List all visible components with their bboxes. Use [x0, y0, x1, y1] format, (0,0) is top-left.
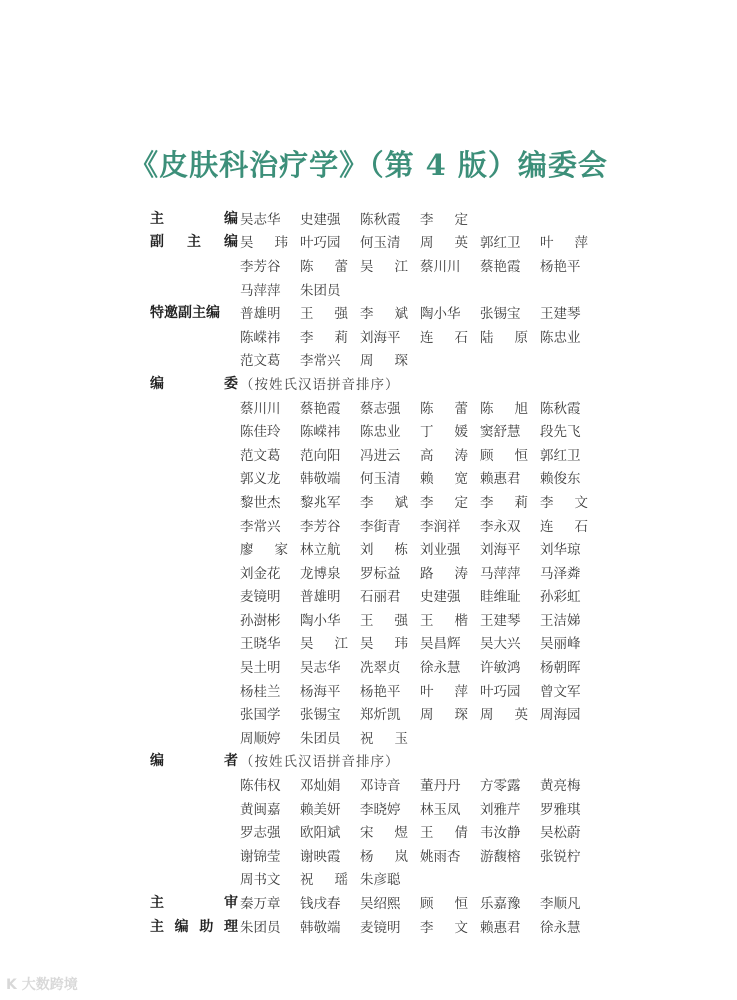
person-name: 冯进云 — [360, 447, 401, 464]
person-name: 王 强 — [360, 612, 408, 629]
name-row — [150, 466, 610, 490]
person-name: 朱团员 — [300, 282, 341, 299]
person-name: 连 石 — [540, 518, 588, 535]
person-name: 郑炘凯 — [360, 707, 401, 724]
person-name: 韩敬端 — [300, 919, 341, 936]
person-name: 罗标益 — [360, 565, 401, 582]
person-name: 叶巧园 — [300, 235, 341, 252]
person-name: 方零露 — [480, 778, 521, 795]
person-name: 张锡宝 — [300, 707, 341, 724]
person-name: 李芳谷 — [240, 258, 281, 275]
person-name: 陶小华 — [300, 612, 341, 629]
person-name: 蔡川川 — [420, 258, 461, 275]
person-name: 吴绍熙 — [360, 896, 401, 913]
person-name: 郭红卫 — [540, 447, 581, 464]
person-name: 陆 原 — [480, 329, 528, 346]
name-row — [150, 442, 610, 466]
person-name: 吴志华 — [300, 660, 341, 677]
person-name: 蔡川川 — [240, 400, 281, 417]
person-name: 史建强 — [420, 589, 461, 606]
name-row — [150, 890, 610, 914]
person-name: 杨海平 — [300, 683, 341, 700]
person-name: 马萍萍 — [240, 282, 281, 299]
person-name: 姚雨杏 — [420, 848, 461, 865]
name-row — [150, 560, 610, 584]
person-name: 王建琴 — [480, 612, 521, 629]
person-name: 张国学 — [240, 707, 281, 724]
person-name: 许敏鸿 — [480, 660, 521, 677]
person-name: 乐嘉豫 — [480, 896, 521, 913]
role-label: 主 编 — [150, 210, 238, 227]
person-name: 赖俊东 — [540, 471, 581, 488]
person-name: 游馥榕 — [480, 848, 521, 865]
person-name: 朱团员 — [240, 919, 281, 936]
person-name: 朱彦聪 — [360, 872, 401, 889]
person-name: 李顺凡 — [540, 896, 581, 913]
person-name: 黎世杰 — [240, 494, 281, 511]
person-name: 黄闽嘉 — [240, 801, 281, 818]
person-name: 吴 江 — [360, 258, 408, 275]
person-name: 石丽君 — [360, 589, 401, 606]
person-name: 谢映霞 — [300, 848, 341, 865]
person-name: 赖惠君 — [480, 919, 521, 936]
person-name: 陈忠业 — [360, 424, 401, 441]
name-row — [150, 654, 610, 678]
person-name: 钱戌春 — [300, 896, 341, 913]
person-name: 眭维耻 — [480, 589, 521, 606]
watermark: K 大数跨境 — [6, 977, 78, 993]
name-row — [150, 678, 610, 702]
person-name: 赖美妍 — [300, 801, 341, 818]
name-row — [150, 324, 610, 348]
person-name: 王 倩 — [420, 825, 468, 842]
person-name: 吴大兴 — [480, 636, 521, 653]
person-name: 欧阳斌 — [300, 825, 341, 842]
role-label: 主 编 助 理 — [150, 918, 238, 935]
person-name: 叶 萍 — [420, 683, 468, 700]
person-name: 祝 瑶 — [300, 872, 348, 889]
person-name: 周 英 — [420, 235, 468, 252]
person-name: 赖惠君 — [480, 471, 521, 488]
person-name: 周顺婷 — [240, 730, 281, 747]
person-name: 宋 煜 — [360, 825, 408, 842]
name-row — [150, 230, 610, 254]
person-name: 陈嵘祎 — [300, 424, 341, 441]
person-name: 吴 玮 — [240, 235, 288, 252]
person-name: 刘海平 — [480, 542, 521, 559]
person-name: 史建强 — [300, 211, 341, 228]
editorial-board-list — [150, 206, 610, 937]
person-name: 何玉清 — [360, 235, 401, 252]
person-name: 王晓华 — [240, 636, 281, 653]
person-name: 何玉清 — [360, 471, 401, 488]
person-name: 叶 萍 — [540, 235, 588, 252]
person-name: 陶小华 — [420, 306, 461, 323]
person-name: 王 楷 — [420, 612, 468, 629]
person-name: 陈 蕾 — [300, 258, 348, 275]
role-label: 特邀副主编 — [150, 305, 220, 322]
person-name: 蔡志强 — [360, 400, 401, 417]
name-row — [150, 607, 610, 631]
person-name: 孙澍彬 — [240, 612, 281, 629]
person-name: 李 斌 — [360, 494, 408, 511]
person-name: 高 涛 — [420, 447, 468, 464]
person-name: 李 定 — [420, 211, 468, 228]
person-name: 李 文 — [540, 494, 588, 511]
person-name: 刘金花 — [240, 565, 281, 582]
person-name: 陈 旭 — [480, 400, 528, 417]
person-name: 周海园 — [540, 707, 581, 724]
person-name: 吴志华 — [240, 211, 281, 228]
role-label: 编 委 — [150, 375, 238, 392]
page-title: 《皮肤科治疗学》（第 4 版）编委会 — [129, 148, 608, 182]
person-name: 李 斌 — [360, 306, 408, 323]
person-name: 陈嵘祎 — [240, 329, 281, 346]
person-name: 杨朝晖 — [540, 660, 581, 677]
person-name: 李 文 — [420, 919, 468, 936]
person-name: 吴昌辉 — [420, 636, 461, 653]
person-name: 陈秋霞 — [360, 211, 401, 228]
person-name: 邓诗音 — [360, 778, 401, 795]
person-name: 范向阳 — [300, 447, 341, 464]
person-name: 王洁娣 — [540, 612, 581, 629]
person-name: 麦镜明 — [360, 919, 401, 936]
name-row — [150, 631, 610, 655]
name-row — [150, 418, 610, 442]
person-name: 周 琛 — [420, 707, 468, 724]
person-name: 杨桂兰 — [240, 683, 281, 700]
person-name: 黄亮梅 — [540, 778, 581, 795]
person-name: 王建琴 — [540, 306, 581, 323]
person-name: 吴 江 — [300, 636, 348, 653]
person-name: 马泽粦 — [540, 565, 581, 582]
person-name: 徐永慧 — [540, 919, 581, 936]
person-name: 丁 媛 — [420, 424, 468, 441]
person-name: 韦汝静 — [480, 825, 521, 842]
person-name: 李街青 — [360, 518, 401, 535]
person-name: 廖 家 — [240, 542, 288, 559]
person-name: 陈 蕾 — [420, 400, 468, 417]
person-name: 麦镜明 — [240, 589, 281, 606]
person-name: 李常兴 — [300, 353, 341, 370]
person-name: 顾 恒 — [480, 447, 528, 464]
person-name: 连 石 — [420, 329, 468, 346]
person-name: 路 涛 — [420, 565, 468, 582]
person-name: 谢锦莹 — [240, 848, 281, 865]
person-name: 李芳谷 — [300, 518, 341, 535]
person-name: 林立航 — [300, 542, 341, 559]
person-name: 陈忠业 — [540, 329, 581, 346]
person-name: 刘华琼 — [540, 542, 581, 559]
person-name: 段先飞 — [540, 424, 581, 441]
person-name: 董丹丹 — [420, 778, 461, 795]
sort-note: （按姓氏汉语拼音排序） — [240, 376, 400, 393]
person-name: 刘业强 — [420, 542, 461, 559]
person-name: 朱团员 — [300, 730, 341, 747]
person-name: 杨艳平 — [360, 683, 401, 700]
person-name: 张锡宝 — [480, 306, 521, 323]
name-row — [150, 584, 610, 608]
name-row — [150, 867, 610, 891]
person-name: 刘 栋 — [360, 542, 408, 559]
person-name: 陈佳玲 — [240, 424, 281, 441]
person-name: 郭义龙 — [240, 471, 281, 488]
person-name: 郭红卫 — [480, 235, 521, 252]
person-name: 罗雅琪 — [540, 801, 581, 818]
person-name: 蔡艳霞 — [480, 258, 521, 275]
person-name: 韩敬端 — [300, 471, 341, 488]
name-row — [150, 253, 610, 277]
person-name: 普雄明 — [300, 589, 341, 606]
name-row — [150, 300, 610, 324]
person-name: 范文葛 — [240, 447, 281, 464]
name-row — [150, 725, 610, 749]
name-row — [150, 536, 610, 560]
person-name: 杨艳平 — [540, 258, 581, 275]
person-name: 罗志强 — [240, 825, 281, 842]
person-name: 吴土明 — [240, 660, 281, 677]
person-name: 周 琛 — [360, 353, 408, 370]
person-name: 林玉凤 — [420, 801, 461, 818]
person-name: 刘海平 — [360, 329, 401, 346]
person-name: 马萍萍 — [480, 565, 521, 582]
role-label: 编 者 — [150, 753, 238, 770]
person-name: 李常兴 — [240, 518, 281, 535]
person-name: 吴松蔚 — [540, 825, 581, 842]
person-name: 李润祥 — [420, 518, 461, 535]
name-row — [150, 206, 610, 230]
person-name: 李晓婷 — [360, 801, 401, 818]
person-name: 吴 玮 — [360, 636, 408, 653]
person-name: 李 定 — [420, 494, 468, 511]
name-row — [150, 395, 610, 419]
name-row — [150, 819, 610, 843]
person-name: 蔡艳霞 — [300, 400, 341, 417]
name-row — [150, 701, 610, 725]
person-name: 陈伟权 — [240, 778, 281, 795]
section-header-row — [150, 749, 610, 773]
person-name: 邓灿娟 — [300, 778, 341, 795]
person-name: 范文葛 — [240, 353, 281, 370]
person-name: 徐永慧 — [420, 660, 461, 677]
person-name: 杨 岚 — [360, 848, 408, 865]
person-name: 刘雅芹 — [480, 801, 521, 818]
name-row — [150, 277, 610, 301]
person-name: 孙彩虹 — [540, 589, 581, 606]
person-name: 祝 玉 — [360, 730, 408, 747]
person-name: 龙博泉 — [300, 565, 341, 582]
person-name: 陈秋霞 — [540, 400, 581, 417]
person-name: 周书文 — [240, 872, 281, 889]
person-name: 黎兆军 — [300, 494, 341, 511]
person-name: 叶巧园 — [480, 683, 521, 700]
person-name: 曾文军 — [540, 683, 581, 700]
person-name: 张锐柠 — [540, 848, 581, 865]
name-row — [150, 796, 610, 820]
role-label: 主 审 — [150, 895, 238, 912]
name-row — [150, 489, 610, 513]
person-name: 普雄明 — [240, 306, 281, 323]
section-header-row — [150, 371, 610, 395]
name-row — [150, 843, 610, 867]
person-name: 王 强 — [300, 306, 348, 323]
name-row — [150, 772, 610, 796]
person-name: 李 莉 — [480, 494, 528, 511]
name-row — [150, 914, 610, 938]
person-name: 赖 宽 — [420, 471, 468, 488]
person-name: 窦舒慧 — [480, 424, 521, 441]
person-name: 顾 恒 — [420, 896, 468, 913]
person-name: 周 英 — [480, 707, 528, 724]
person-name: 秦万章 — [240, 896, 281, 913]
role-label: 副 主 编 — [150, 234, 238, 251]
person-name: 吴丽峰 — [540, 636, 581, 653]
person-name: 冼翠贞 — [360, 660, 401, 677]
name-row — [150, 513, 610, 537]
person-name: 李 莉 — [300, 329, 348, 346]
sort-note: （按姓氏汉语拼音排序） — [240, 754, 400, 771]
name-row — [150, 348, 610, 372]
person-name: 李永双 — [480, 518, 521, 535]
